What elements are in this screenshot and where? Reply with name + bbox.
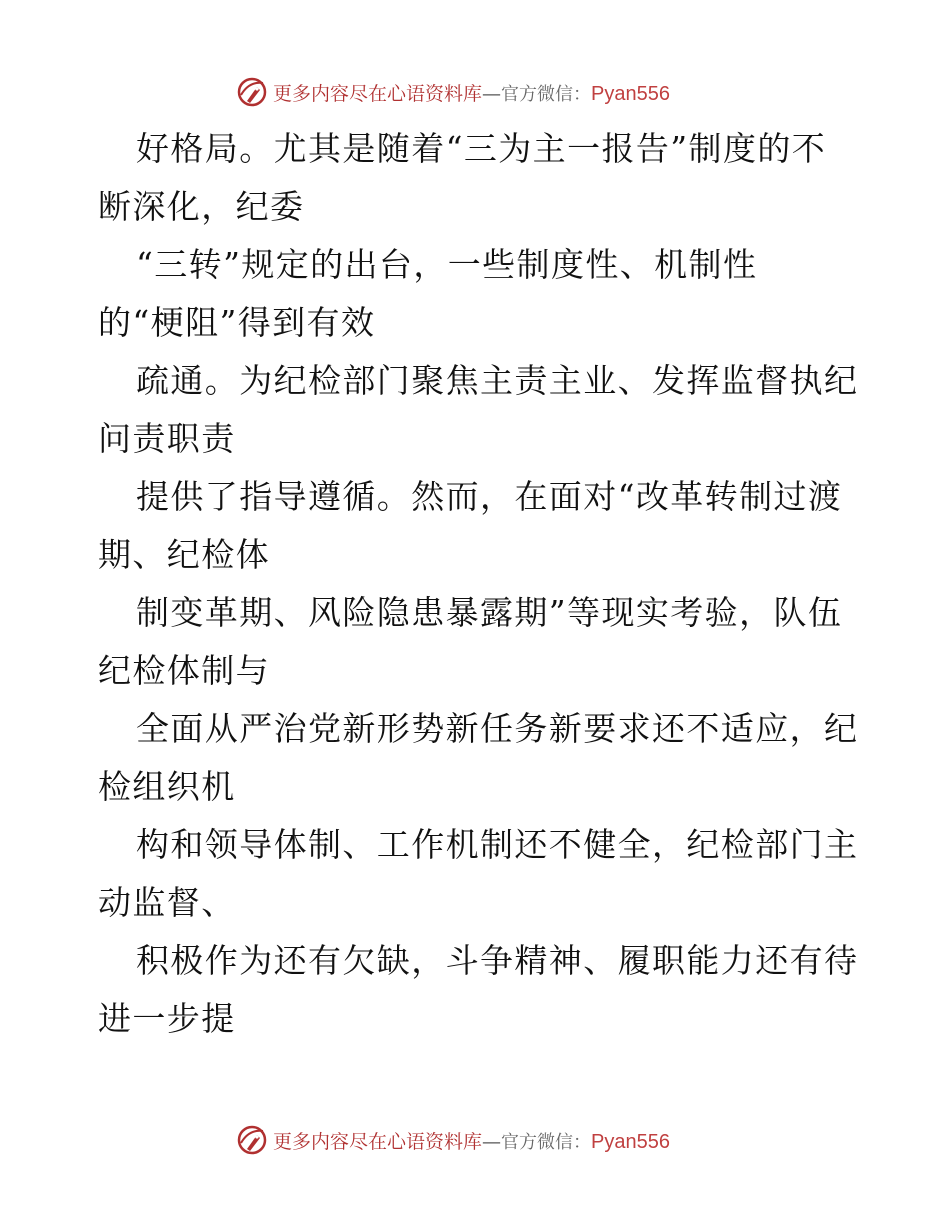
body-line: 期、纪检体 — [98, 535, 270, 574]
footer-brand-text: 更多内容尽在心语资料库 — [273, 1130, 483, 1153]
body-line: 制变革期、风险隐患暴露期”等现实考验，队伍 — [136, 593, 843, 632]
body-line: 全面从严治党新形势新任务新要求还不适应，纪 — [136, 709, 859, 748]
body-line: 问责职责 — [98, 419, 236, 458]
body-line: 好格局。尤其是随着“三为主一报告”制度的不 — [136, 129, 827, 168]
header-separator: — — [482, 82, 502, 105]
footer-separator: — — [482, 1130, 502, 1153]
body-line: 断深化，纪委 — [98, 187, 305, 226]
body-line: 纪检体制与 — [98, 651, 270, 690]
header-wechat-id: Pyan556 — [591, 82, 670, 105]
footer-wechat-label: 官方微信： — [501, 1131, 592, 1153]
body-line: 构和领导体制、工作机制还不健全，纪检部门主 — [136, 825, 859, 864]
header-wechat-label: 官方微信： — [501, 83, 592, 105]
body-line: 检组织机 — [98, 767, 236, 806]
footer-wechat-id: Pyan556 — [591, 1130, 670, 1153]
footer-banner — [0, 1120, 950, 1160]
header-banner — [0, 72, 950, 112]
body-line: “三转”规定的出台，一些制度性、机制性 — [136, 245, 758, 284]
pen-nib-logo-icon — [235, 75, 269, 109]
pen-nib-logo-icon — [235, 1123, 269, 1157]
body-line: 动监督、 — [98, 883, 236, 922]
body-line: 的“梗阻”得到有效 — [98, 303, 376, 342]
body-line: 积极作为还有欠缺，斗争精神、履职能力还有待 — [136, 941, 859, 980]
body-line: 疏通。为纪检部门聚焦主责主业、发挥监督执纪 — [136, 361, 859, 400]
body-line: 进一步提 — [98, 999, 236, 1038]
body-line: 提供了指导遵循。然而，在面对“改革转制过渡 — [136, 477, 843, 516]
header-brand-text: 更多内容尽在心语资料库 — [273, 82, 483, 105]
